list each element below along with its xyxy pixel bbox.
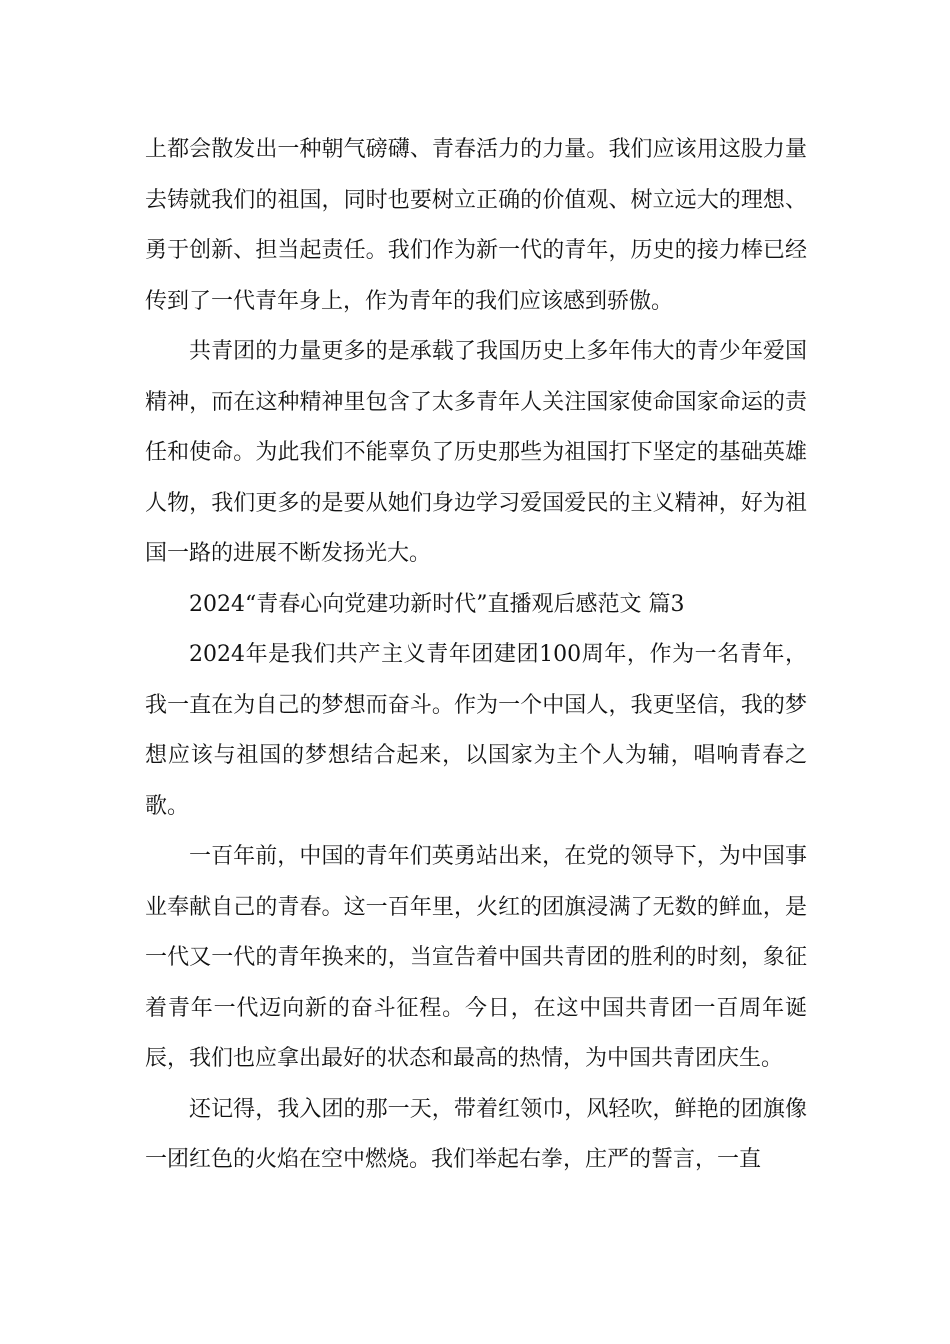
paragraph-3: 2024年是我们共产主义青年团建团100周年，作为一名青年，我一直在为自己的梦想而奋斗。作为一个中国人，我更坚信，我的梦想应该与祖国的梦想结合起来，以国家为主个人为辅，唱响青春之歌。	[145, 642, 807, 819]
paragraph-4: 一百年前，中国的青年们英勇站出来，在党的领导下，为中国事业奉献自己的青春。这一百年里，火红的团旗浸满了无数的鲜血，是一代又一代的青年换来的，当宣告着中国共青团的胜利的时刻，象征着青年一代迈向新的奋斗征程。今日，在这中国共青团一百周年诞辰，我们也应拿出最好的状态和最高的热情，为中国共青团庆生。	[145, 844, 807, 1071]
paragraph-5: 还记得，我入团的那一天，带着红领巾，风轻吹，鲜艳的团旗像一团红色的火焰在空中燃烧。我们举起右拳，庄严的誓言，一直	[145, 1096, 807, 1172]
section-heading: 2024“青春心向党建功新时代”直播观后感范文 篇3	[189, 591, 685, 617]
paragraph-2: 共青团的力量更多的是承载了我国历史上多年伟大的青少年爱国精神，而在这种精神里包含了太多青年人关注国家使命国家命运的责任和使命。为此我们不能辜负了历史那些为祖国打下坚定的基础英雄人物，我们更多的是要从她们身边学习爱国爱民的主义精神，好为祖国一路的进展不断发扬光大。	[145, 339, 807, 566]
document-body	[145, 125, 807, 1186]
paragraph-1: 上都会散发出一种朝气磅礴、青春活力的力量。我们应该用这股力量去铸就我们的祖国，同时也要树立正确的价值观、树立远大的理想、勇于创新、担当起责任。我们作为新一代的青年，历史的接力棒已经传到了一代青年身上，作为青年的我们应该感到骄傲。	[145, 137, 807, 314]
